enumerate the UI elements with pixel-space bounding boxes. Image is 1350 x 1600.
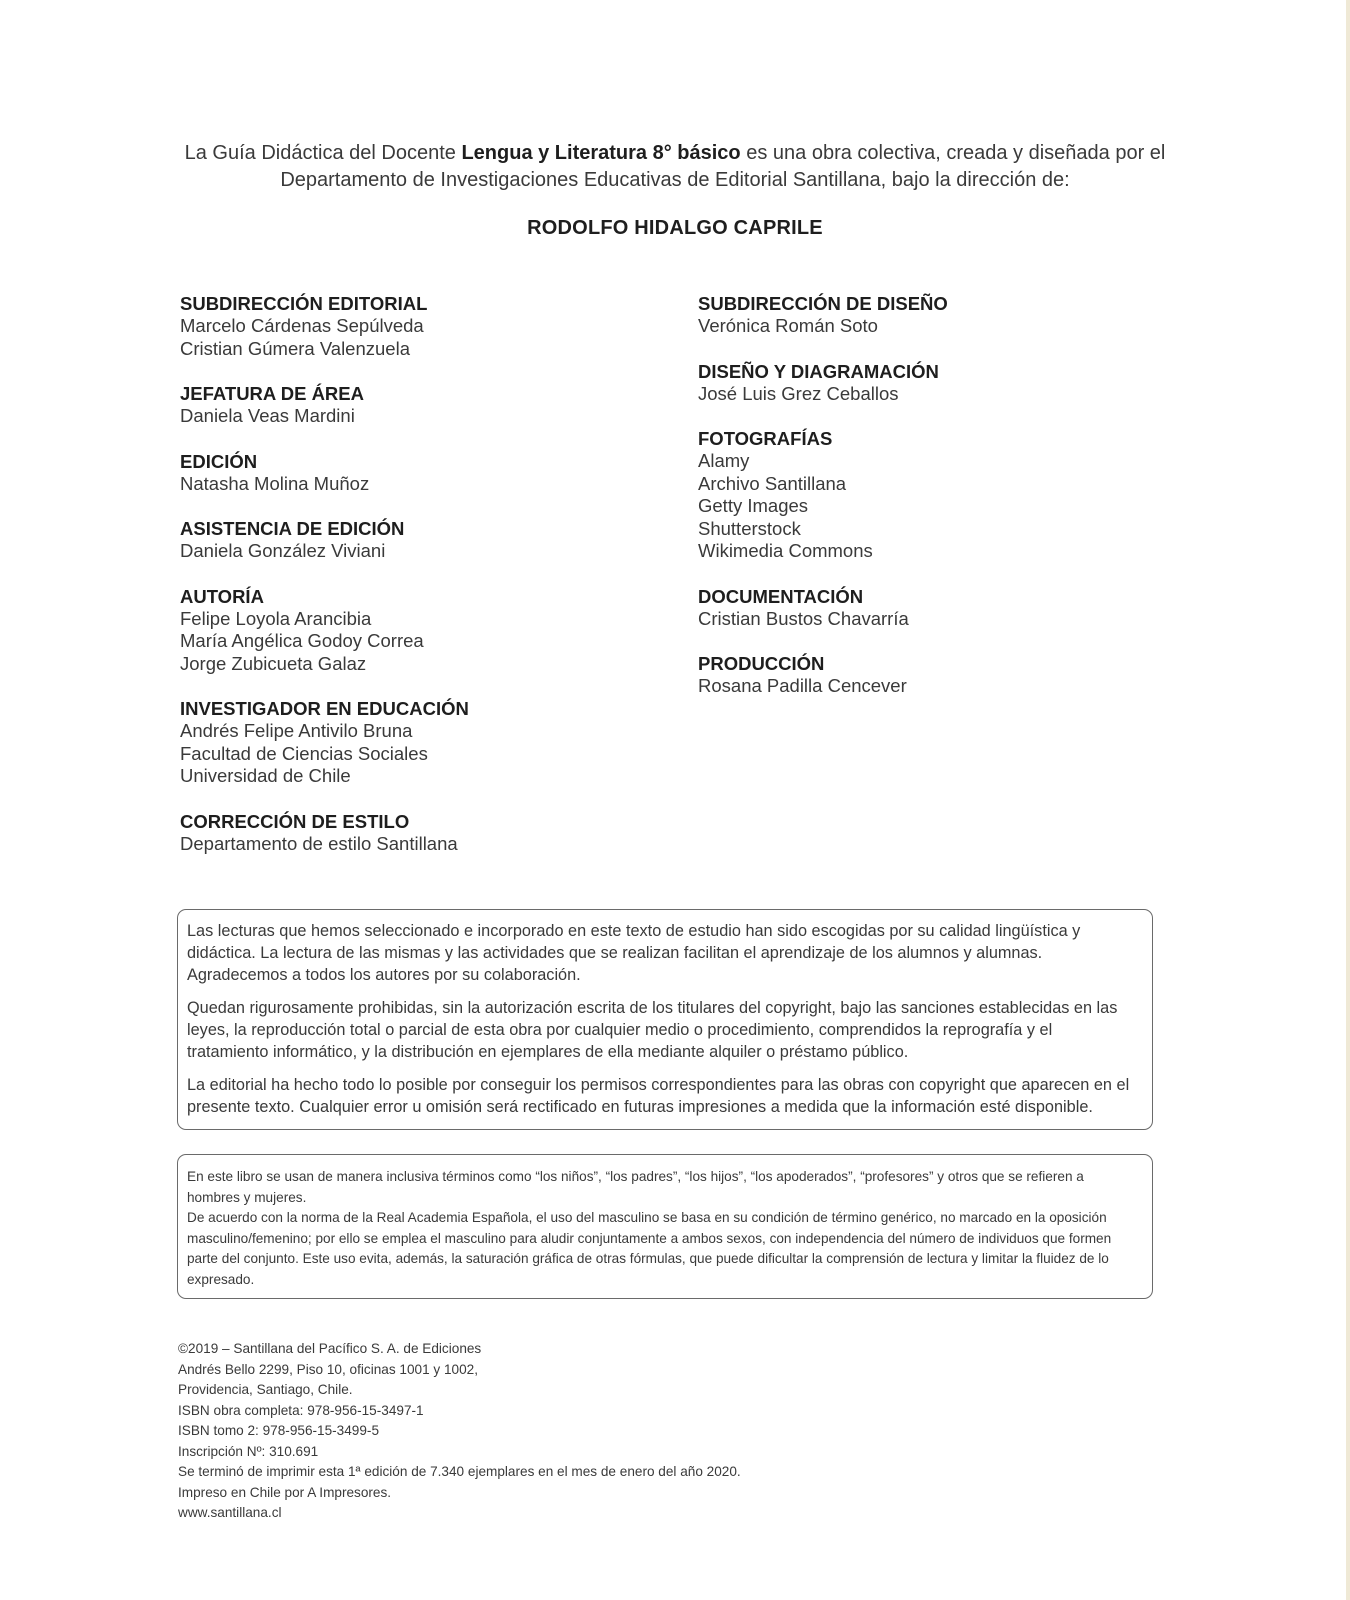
credit-name: Marcelo Cárdenas Sepúlveda: [180, 315, 424, 336]
credit-section: [180, 585, 680, 676]
credit-name: Daniela Veas Mardini: [180, 405, 355, 426]
credit-name: Rosana Padilla Cencever: [698, 675, 907, 696]
intro-text-before: La Guía Didáctica del Docente: [184, 142, 462, 164]
credit-name: Wikimedia Commons: [698, 540, 873, 561]
credit-section: [698, 292, 1198, 338]
credit-name: Facultad de Ciencias Sociales: [180, 742, 428, 764]
intro-paragraph: [180, 140, 1170, 194]
credit-heading: DOCUMENTACIÓN: [698, 585, 864, 607]
credits-left-column: [180, 292, 680, 877]
imprint-line: ISBN obra completa: 978-956-15-3497-1: [178, 1402, 424, 1418]
credit-section: [180, 450, 680, 496]
credit-section: [180, 517, 680, 563]
credit-heading: SUBDIRECCIÓN EDITORIAL: [180, 293, 428, 314]
inclusive-language-paragraph: De acuerdo con la norma de la Real Academia Española, el uso del masculino se basa en su condición de término genérico, no marcado en la oposición masculino/femenino; por ello se emplea el masculino para aludir conjuntamente a ambos sexos, con independencia del número de individuos que formen parte del conjunto. Este uso evita, además, la saturación gráfica de otras fórmulas, que puede dificultar la comprensión de lectura y limitar la fluidez de lo expresado.: [187, 1210, 1112, 1287]
credit-heading: ASISTENCIA DE EDICIÓN: [180, 518, 405, 539]
credit-section: [698, 652, 1198, 698]
credit-name: Departamento de estilo Santillana: [180, 832, 458, 854]
credit-name: Andrés Felipe Antivilo Bruna: [180, 720, 413, 741]
credit-heading: CORRECCIÓN DE ESTILO: [180, 810, 410, 832]
credit-name: Cristian Bustos Chavarría: [698, 607, 909, 629]
notice-paragraph: La editorial ha hecho todo lo posible por conseguir los permisos correspondientes para las obras con copyright que aparecen en el presente texto. Cualquier error u omisión será rectificado en futuras impresiones a medida que la información esté disponible.: [187, 1076, 1130, 1116]
credit-name: Universidad de Chile: [180, 765, 351, 786]
imprint-block: [178, 1339, 978, 1524]
imprint-line: Se terminó de imprimir esta 1ª edición de 7.340 ejemplares en el mes de enero del año 2020.: [178, 1464, 741, 1479]
credit-heading: EDICIÓN: [180, 450, 258, 472]
credit-name: José Luis Grez Ceballos: [698, 382, 899, 404]
inclusive-language-paragraph: En este libro se usan de manera inclusiva términos como “los niños”, “los padres”, “los hijos”, “los apoderados”, “profesores” y otros que se refieren a hombres y mujeres.: [187, 1169, 1084, 1205]
credit-heading: DISEÑO Y DIAGRAMACIÓN: [698, 360, 939, 382]
credit-section: [698, 360, 1198, 406]
intro-text-after: es una obra colectiva, creada y diseñada por el Departamento de Investigaciones Educativas de Editorial Santillana, bajo la dirección de:: [280, 142, 1166, 191]
credit-heading: FOTOGRAFÍAS: [698, 428, 833, 449]
credit-heading: PRODUCCIÓN: [698, 653, 825, 674]
imprint-line: Impreso en Chile por A Impresores.: [178, 1484, 392, 1500]
imprint-line: www.santillana.cl: [178, 1505, 282, 1520]
credit-name: Verónica Román Soto: [698, 315, 878, 336]
credit-name: Felipe Loyola Arancibia: [180, 607, 372, 629]
credit-heading: SUBDIRECCIÓN DE DISEÑO: [698, 293, 948, 314]
credit-name: Jorge Zubicueta Galaz: [180, 652, 367, 674]
page-edge-stripe: [1346, 0, 1350, 1600]
imprint-line: ISBN tomo 2: 978-956-15-3499-5: [178, 1423, 380, 1438]
credit-section: [180, 382, 680, 428]
imprint-line: Providencia, Santiago, Chile.: [178, 1382, 353, 1397]
credit-name: Archivo Santillana: [698, 472, 847, 494]
director-name: RODOLFO HIDALGO CAPRILE: [527, 217, 823, 239]
credit-heading: JEFATURA DE ÁREA: [180, 383, 364, 404]
imprint-line: Andrés Bello 2299, Piso 10, oficinas 1001 y 1002,: [178, 1361, 479, 1377]
credit-name: Daniela González Viviani: [180, 540, 386, 561]
credit-name: Getty Images: [698, 495, 809, 516]
credit-name: Alamy: [698, 450, 750, 471]
credit-name: Cristian Gúmera Valenzuela: [180, 337, 410, 359]
notice-paragraph: Las lecturas que hemos seleccionado e incorporado en este texto de estudio han sido escogidas por su calidad lingüística y didáctica. La lectura de las mismas y las actividades que se realizan facilitan el aprendizaje de los alumnos y alumnas. Agradecemos a todos los autores por su colaboración.: [187, 922, 1081, 984]
credit-heading: AUTORÍA: [180, 585, 264, 607]
inclusive-language-box: [177, 1154, 1153, 1299]
intro-book-title: Lengua y Literatura 8° básico: [461, 142, 741, 164]
credit-heading: INVESTIGADOR EN EDUCACIÓN: [180, 698, 469, 719]
credit-name: María Angélica Godoy Correa: [180, 630, 424, 651]
imprint-line: Inscripción Nº: 310.691: [178, 1443, 319, 1459]
credit-section: [180, 810, 680, 856]
credit-name: Natasha Molina Muñoz: [180, 472, 370, 494]
credit-section: [698, 585, 1198, 631]
imprint-line: ©2019 – Santillana del Pacífico S. A. de Ediciones: [178, 1341, 482, 1356]
credit-name: Shutterstock: [698, 517, 801, 539]
notice-paragraph: Quedan rigurosamente prohibidas, sin la autorización escrita de los titulares del copyright, bajo las sanciones establecidas en las leyes, la reproducción total o parcial de esta obra por cualquier medio o procedimiento, comprendidos la reprografía y el tratamiento informático, y la distribución en ejemplares de ella mediante alquiler o préstamo público.: [187, 999, 1118, 1061]
credit-section: [180, 697, 680, 788]
credit-section: [698, 427, 1198, 563]
notice-box: [177, 909, 1153, 1130]
credits-right-column: [698, 292, 1198, 720]
credit-section: [180, 292, 680, 360]
